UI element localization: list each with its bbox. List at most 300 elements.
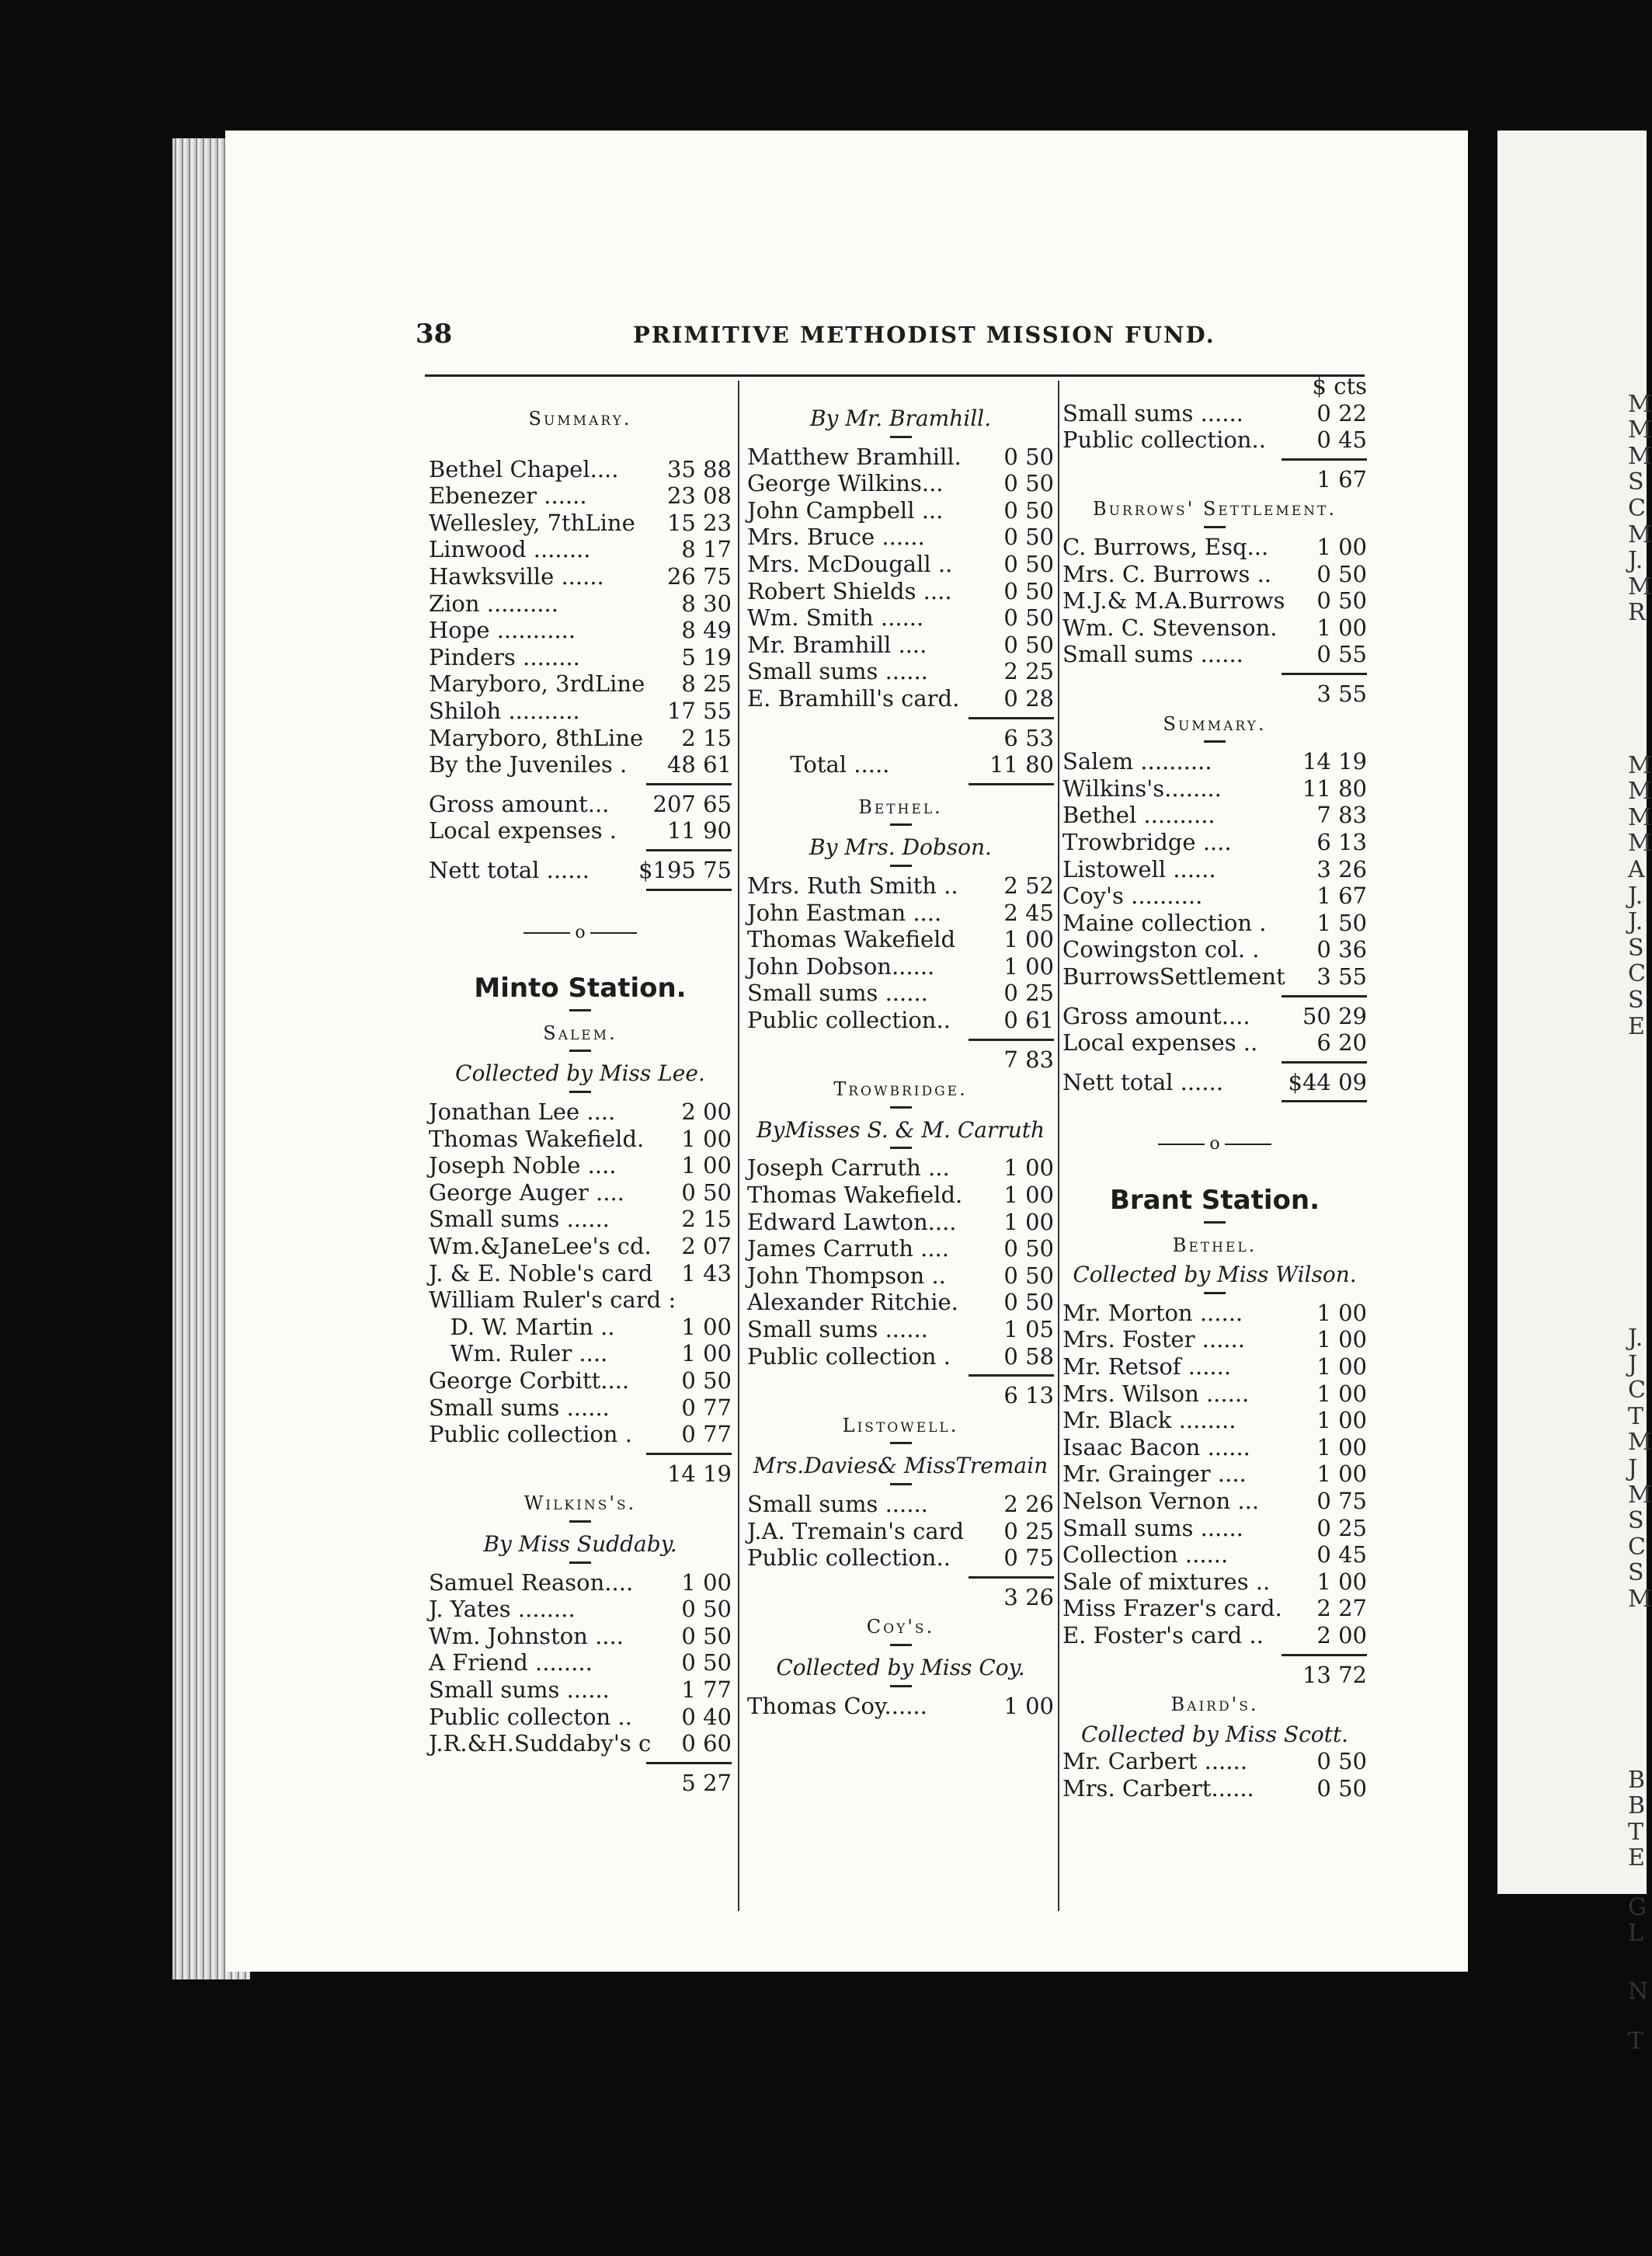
facing-page-edge [1497,131,1652,2055]
entry-row [747,1343,1054,1370]
collector-line: Collected by Miss Scott. [1080,1721,1349,1747]
entry-row [1062,829,1367,855]
entry-amount: $44 09 [1288,1068,1367,1095]
facing-page-letter: B [1628,1767,1646,1794]
entry-row [429,1569,732,1596]
section-heading: Wilkins's. [523,1492,637,1515]
entry-amount: 0 50 [1316,1775,1367,1802]
sum-rule [646,1762,732,1764]
entry-name: George Wilkins... [747,470,944,497]
entry-name: Wm. Ruler .... [429,1340,608,1367]
entry-row [429,670,732,697]
entry-amount: 0 25 [1316,1514,1367,1541]
subtotal: 14 19 [666,1460,732,1487]
facing-page-letter: C [1628,960,1646,987]
entry-row [1062,534,1367,560]
subtotal: $ cts [1312,373,1367,399]
entry-row [1062,775,1367,802]
entry-amount: 1 00 [1003,1182,1054,1208]
entry-row [747,658,1054,684]
facing-page-letter: J. [1628,883,1643,910]
entry-row [747,604,1054,631]
entry-name: Public collection.. [747,1007,951,1033]
entry-amount: 2 00 [681,1098,732,1125]
collector-line: Collected by Miss Wilson. [1073,1262,1357,1288]
subtotal: 6 13 [1003,1382,1054,1409]
entry-name: Isaac Bacon ...... [1062,1433,1250,1460]
facing-page-letter: C [1628,1377,1646,1404]
entry-name: Small sums ...... [429,1676,610,1703]
entry-row [1062,1326,1367,1353]
entry-name: Samuel Reason.... [429,1568,634,1596]
entry-amount: 1 00 [681,1313,732,1340]
sum-rule [969,783,1054,785]
entry-row [429,1623,732,1649]
entry-name: Mrs. McDougall .. [747,551,953,577]
entry-amount: 0 50 [681,1178,732,1206]
entry-amount: 0 50 [1003,443,1054,470]
facing-page-letter: M [1628,1481,1652,1509]
entry-name: Bethel Chapel.... [429,455,619,482]
sum-rule [969,717,1054,719]
short-dash [1204,740,1226,743]
entry-name: J. Yates ........ [429,1596,576,1623]
entry-name: C. Burrows, Esq... [1062,534,1269,560]
entry-row [429,857,732,883]
ornament-divider [1062,1131,1367,1158]
entry-row [429,1394,732,1421]
sum-rule [969,1039,1054,1041]
entry-row [429,617,732,643]
entry-amount: 0 50 [1003,470,1054,497]
entry-name: Linwood ........ [429,536,591,563]
entry-row [747,926,1054,952]
entry-name: Salem .......... [1062,748,1212,775]
entry-name: Trowbridge .... [1062,829,1232,855]
entry-row [1062,587,1367,614]
short-dash [1204,1292,1226,1294]
entry-amount: 8 25 [681,670,732,698]
entry-amount: 1 00 [681,1125,732,1152]
entry-name: Wm. Smith ...... [747,604,924,632]
entry-name: Small sums ...... [747,980,928,1007]
section-heading: Coy's. [866,1616,935,1638]
entry-row [747,1518,1054,1544]
entry-row [1062,1488,1367,1514]
entry-row [1062,1434,1367,1460]
entry-name: M.J.& M.A.Burrows [1062,587,1285,614]
entry-row [429,1152,732,1178]
subtotal: 1 67 [1316,465,1367,493]
entry-amount: 1 00 [681,1568,732,1596]
entry-name: Coy's .......... [1062,883,1203,910]
entry-amount: 1 00 [681,1152,732,1179]
entry-name: Small sums ...... [747,1491,928,1517]
entry-amount: 1 00 [1316,1460,1367,1488]
entry-amount: 1 00 [1316,1299,1367,1326]
section-heading: Baird's. [1170,1694,1259,1716]
entry-row [429,698,732,724]
entry-row [429,817,732,844]
short-dash [1204,526,1226,528]
entry-row [747,444,1054,470]
facing-page-letter: N [1628,1978,1649,2005]
entry-row [747,685,1054,712]
entry-amount: 26 75 [666,563,732,590]
entry-amount: 1 50 [1316,909,1367,936]
entry-amount: 6 13 [1316,829,1367,855]
entry-amount: 1 67 [1316,883,1367,910]
entry-row [429,1676,732,1703]
entry-name: J. & E. Noble's card [429,1259,653,1286]
entry-name: BurrowsSettlement [1062,963,1285,990]
station-heading: Minto Station. [474,973,687,1004]
ornament-divider [429,920,732,946]
entry-row [1062,614,1367,641]
section-heading: Bethel. [1172,1234,1257,1256]
entry-row [1062,748,1367,775]
entry-name: Nett total ...... [429,857,590,883]
entry-row [1062,400,1367,426]
entry-name: E. Foster's card .. [1062,1622,1264,1648]
entry-name: Wellesley, 7thLine [429,509,635,536]
entry-amount: 0 50 [681,1622,732,1649]
entry-amount: 1 00 [1316,534,1367,560]
facing-page-letter: S [1628,987,1644,1014]
entry-row [747,1182,1054,1208]
facing-page-letter: M [1628,521,1652,548]
entry-row [1062,426,1367,453]
entry-row [747,751,1054,778]
entry-row [1062,1407,1367,1433]
entry-name: Maryboro, 8thLine [429,724,644,751]
entry-amount: 0 50 [1003,604,1054,632]
entry-row [1062,1515,1367,1541]
facing-page-letter: M [1628,573,1652,601]
entry-amount: 0 25 [1003,1517,1054,1544]
entry-amount: 0 55 [1316,641,1367,668]
entry-row [429,1260,732,1286]
entry-row [747,1693,1054,1719]
entry-name: Mrs. Bruce ...... [747,524,925,551]
facing-page-letter: C [1628,1534,1646,1561]
entry-row [1062,963,1367,990]
subtotal: 3 55 [1316,681,1367,707]
entry-row [1062,936,1367,963]
entry-row [1062,1003,1367,1029]
entry-amount: 23 08 [666,482,732,510]
entry-amount: 0 50 [1003,577,1054,604]
entry-row [747,578,1054,604]
entry-name: Mrs. Carbert...... [1062,1775,1254,1802]
entry-name: Mrs. Wilson ...... [1062,1380,1250,1407]
collector-line: By Miss Suddaby. [483,1531,677,1557]
entry-row [1062,802,1367,828]
entry-amount: 2 07 [681,1233,732,1259]
entry-name: Miss Frazer's card. [1062,1595,1282,1622]
entry-row [429,563,732,590]
entry-row [747,1007,1054,1033]
facing-page-letter: S [1628,468,1644,496]
entry-row [429,456,732,482]
entry-row [429,1649,732,1676]
short-dash [890,1442,912,1444]
facing-page-letter: M [1628,830,1652,857]
entry-amount: 0 50 [1316,560,1367,587]
entry-row [429,644,732,670]
sum-rule [1282,1100,1367,1102]
entry-row [747,872,1054,899]
entry-name: Mr. Grainger .... [1062,1460,1247,1488]
entry-amount: 0 45 [1316,1541,1367,1568]
entry-amount: 1 00 [1316,614,1367,641]
entry-row [429,1704,732,1730]
entry-name: Mr. Carbert ...... [1062,1748,1247,1775]
entry-amount: 0 50 [1003,631,1054,658]
facing-page-letter: J. [1628,547,1643,574]
entry-row [1062,1595,1367,1621]
entry-name: Small sums ...... [429,1394,610,1421]
entry-amount: 0 28 [1003,685,1054,712]
facing-page-letter: J [1628,1455,1638,1482]
entry-name: Cowingston col. . [1062,936,1260,963]
short-dash [890,1483,912,1485]
entry-name: Listowell ...... [1062,855,1216,883]
collector-line: Collected by Miss Lee. [455,1060,705,1087]
entry-amount: 1 00 [1316,1568,1367,1595]
entry-amount: 0 45 [1316,426,1367,454]
facing-page-letter: M [1628,416,1652,444]
entry-name: Small sums ...... [1062,399,1243,426]
short-dash [569,1561,591,1564]
entry-row [747,497,1054,524]
entry-name: Shiloh .......... [429,698,580,724]
entry-name: Ebenezer ...... [429,482,587,510]
entry-row [429,1596,732,1622]
entry-amount: 0 50 [681,1367,732,1394]
entry-row [1062,856,1367,883]
entry-name: Joseph Carruth ... [747,1154,950,1182]
sum-rule [1282,458,1367,461]
entry-row [747,1316,1054,1342]
entry-row [429,1126,732,1152]
entry-name: Total ..... [747,751,890,778]
entry-amount: 0 61 [1003,1007,1054,1033]
entry-name: Public collection.. [747,1544,951,1572]
entry-name: Wilkins's........ [1062,775,1222,802]
sum-rule [969,1374,1054,1377]
entry-amount: 0 50 [681,1649,732,1676]
short-dash [890,823,912,826]
short-dash [569,1009,591,1011]
facing-page-letter: R [1628,599,1646,626]
short-dash [890,1106,912,1109]
short-dash [890,1644,912,1646]
entry-row [429,1179,732,1206]
facing-page-letter: A [1628,856,1645,883]
entry-name: Mrs. Foster ...... [1062,1326,1245,1353]
entry-amount: 1 77 [681,1676,732,1703]
subtotal: 7 83 [1003,1046,1054,1073]
sum-rule [646,1453,732,1455]
entry-row [747,1262,1054,1289]
short-dash [890,436,912,438]
section-heading: Summary. [528,408,632,430]
entry-name: Mrs. C. Burrows .. [1062,560,1272,587]
entry-amount: 1 00 [1316,1433,1367,1460]
short-dash [569,1520,591,1523]
entry-name: Nett total ...... [1062,1068,1223,1095]
entry-amount: 0 25 [1003,980,1054,1007]
short-dash [890,1147,912,1149]
entry-name: George Auger .... [429,1178,624,1206]
entry-row [1062,1353,1367,1380]
facing-page-letter: M [1628,1429,1652,1456]
entry-amount: 0 36 [1316,936,1367,963]
short-dash [890,865,912,867]
entry-row [429,510,732,536]
collector-line: ByMisses S. & M. Carruth [756,1116,1045,1143]
entry-amount: 0 50 [1316,587,1367,614]
entry-row [1062,641,1367,667]
subtotal: 3 26 [1003,1583,1054,1610]
facing-page-letter: S [1628,1559,1644,1586]
entry-row [429,791,732,817]
entry-row [747,900,1054,926]
entry-name: William Ruler's card : [429,1286,676,1314]
sum-rule [1282,1654,1367,1656]
entry-name: Mr. Morton ...... [1062,1299,1243,1326]
entry-amount: 1 00 [1316,1353,1367,1380]
entry-name: Mr. Retsof ...... [1062,1353,1232,1380]
entry-name: Hope ........... [429,617,576,644]
subtotal: 6 53 [1003,724,1054,751]
entry-name: Small sums ...... [747,658,928,685]
sum-rule [1282,673,1367,675]
ornament-mark: o [575,922,586,942]
entry-row [747,1154,1054,1181]
facing-page-letter: S [1628,935,1644,962]
sum-rule [969,1576,1054,1579]
ornament-mark: o [1209,1134,1220,1154]
entry-row [429,1286,732,1313]
collector-line: By Mrs. Dobson. [809,834,992,861]
entry-name: A Friend ........ [429,1649,593,1676]
entry-amount: 207 65 [652,790,732,817]
entry-amount: 1 00 [1316,1380,1367,1407]
entry-amount: $195 75 [638,857,732,883]
entry-amount: 7 83 [1316,802,1367,829]
facing-page-letter: M [1628,443,1652,470]
entry-name: Sale of mixtures .. [1062,1568,1271,1595]
facing-page-letter: S [1628,1507,1644,1534]
entry-row [1062,1541,1367,1568]
entry-amount: 1 00 [1003,952,1054,980]
entry-row [429,1314,732,1340]
entry-name: Local expenses . [429,817,617,844]
station-heading: Brant Station. [1110,1185,1320,1216]
entry-name: John Thompson .. [747,1262,946,1289]
entry-row [429,482,732,509]
entry-amount: 11 90 [666,817,732,844]
entry-name: Public collection . [429,1421,632,1448]
section-heading: Salem. [543,1022,617,1044]
entry-row [747,1544,1054,1571]
subtotal: 13 72 [1302,1661,1367,1688]
collector-line: By Mr. Bramhill. [809,406,992,431]
page-title: PRIMITIVE METHODIST MISSION FUND. [633,322,1216,348]
entry-row [747,524,1054,550]
entry-row [747,470,1054,496]
entry-name: John Dobson...... [747,952,935,980]
entry-name: Gross amount.... [1062,1002,1250,1029]
subtotal: 5 27 [681,1769,732,1796]
entry-amount: 0 50 [1003,496,1054,524]
entry-name: Mr. Bramhill .... [747,631,927,658]
entry-name: Mrs. Ruth Smith .. [747,872,958,899]
entry-name: Small sums ...... [1062,1514,1243,1541]
section-heading: Listowell. [842,1414,959,1436]
entry-amount: 35 88 [666,455,732,482]
facing-page-letter: J. [1628,1325,1643,1352]
entry-row [429,1233,732,1259]
entry-row [1062,1380,1367,1407]
facing-page-letter: M [1628,752,1652,779]
column-divider [738,381,739,1911]
entry-amount: 0 77 [681,1421,732,1448]
entry-name: Public collection . [747,1342,951,1370]
entry-amount: 1 00 [1316,1326,1367,1353]
entry-amount: 0 60 [681,1730,732,1757]
entry-name: Wm. Johnston .... [429,1622,624,1649]
entry-row [429,1367,732,1394]
entry-name: Hawksville ...... [429,563,604,590]
facing-page-letter: B [1628,1792,1646,1819]
facing-page-letter: M [1628,804,1652,831]
section-heading: Trowbridge. [833,1078,968,1101]
entry-amount: 0 50 [1003,524,1054,551]
entry-amount: 0 40 [681,1703,732,1730]
entry-name: John Campbell ... [747,496,944,524]
entry-amount: 1 05 [1003,1316,1054,1342]
entry-row [1062,1300,1367,1326]
entry-name: D. W. Martin .. [429,1313,615,1340]
entry-name: Gross amount... [429,790,610,817]
entry-row [747,1289,1054,1315]
entry-name: Mr. Black ........ [1062,1407,1236,1434]
entry-amount: 8 30 [681,590,732,617]
entry-row [429,751,732,778]
entry-name: Zion .......... [429,590,558,617]
entry-amount: 3 26 [1316,855,1367,883]
entry-row [747,551,1054,577]
page-header [416,319,1487,357]
entry-row [1062,1069,1367,1095]
entry-amount: 0 50 [1003,1262,1054,1289]
entry-name: Robert Shields .... [747,577,952,604]
entry-name: J.A. Tremain's card [747,1517,965,1544]
short-dash [569,1091,591,1093]
sum-rule [646,783,732,785]
entry-name: John Eastman .... [747,899,942,926]
page-number: 38 [416,319,453,350]
facing-page-letter: E [1628,1844,1645,1871]
entry-name: Thomas Wakefield. [429,1125,645,1152]
entry-amount: 2 00 [1316,1622,1367,1648]
entry-name: Thomas Coy...... [747,1692,927,1719]
facing-page-letter: E [1628,1013,1645,1040]
column-divider [1058,381,1059,1911]
